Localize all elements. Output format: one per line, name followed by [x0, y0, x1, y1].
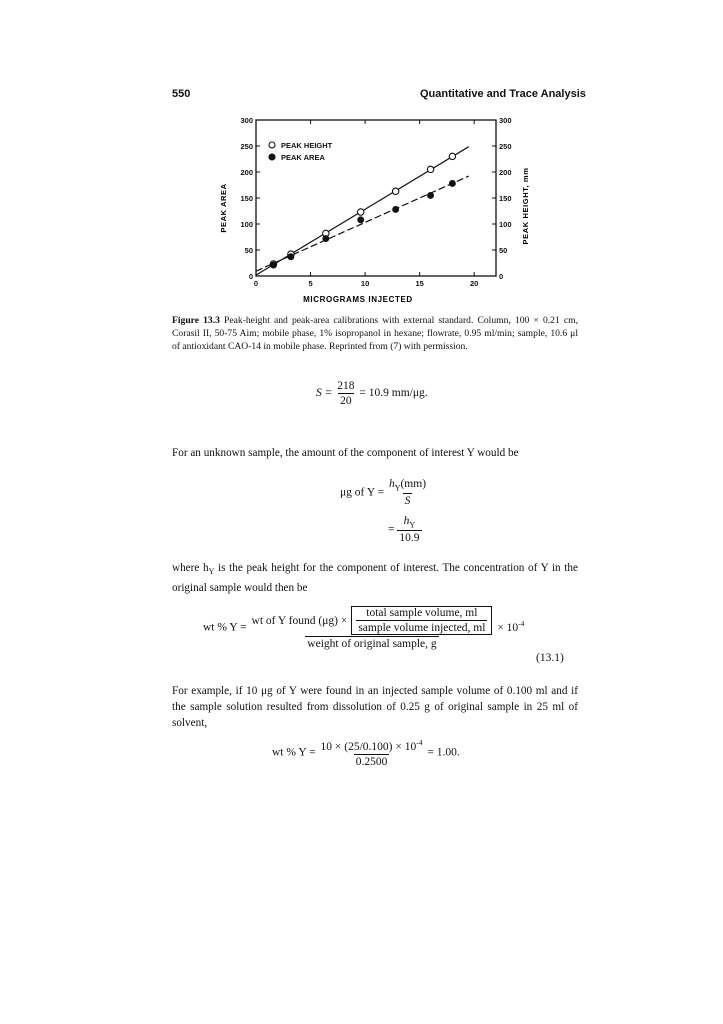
y-tick-label-left: 50	[244, 246, 253, 255]
legend-label: PEAK AREA	[281, 153, 325, 162]
x-axis-label: MICROGRAMS INJECTED	[303, 295, 413, 304]
data-point-peak-area	[393, 207, 399, 213]
paragraph-2: where $h_Y$ is the peak height for the component of interest. The concentration of Y in the original sample would then be	[172, 562, 578, 595]
equation-ug-step2	[388, 515, 422, 544]
x-tick-label: 15	[415, 279, 424, 288]
x-tick-label: 20	[470, 279, 479, 288]
y-tick-label-right: 200	[499, 168, 512, 177]
equation-ug-of-y	[340, 478, 428, 507]
eq-wt-volume-ratio: $\frac{\text{total sample volume, ml}}{\text{sample volume injected, ml}}$	[351, 606, 492, 635]
equation-sensitivity	[316, 380, 428, 407]
running-title: Quantitative and Trace Analysis	[420, 88, 586, 100]
data-point-peak-height	[392, 188, 398, 194]
legend-marker	[269, 142, 275, 148]
eq-ex-numerator: $10 \times (25/0.100) \times 10^{-4}$	[320, 738, 423, 753]
x-tick-label: 0	[253, 279, 259, 288]
page-number: 550	[172, 88, 191, 100]
eq-ug-lhs: μg of Y =	[340, 486, 385, 499]
eq-s-numerator: 218	[337, 380, 355, 392]
y-tick-label-right: 50	[499, 246, 508, 255]
equation-13-1	[203, 606, 524, 650]
y-tick-label-right: 300	[499, 116, 512, 125]
data-point-peak-area	[323, 236, 329, 242]
y-tick-label-right: 0	[499, 272, 504, 281]
y-axis-label-right: PEAK HEIGHT, mm	[521, 167, 530, 245]
figure-label: Figure 13.3	[172, 315, 220, 326]
equation-number: (13.1)	[536, 652, 564, 664]
paragraph-1: For an unknown sample, the amount of the component of interest Y would be	[172, 447, 519, 459]
data-points	[270, 153, 455, 268]
eq-s-rhs: = 10.9 mm/μg.	[359, 387, 428, 400]
calibration-chart	[210, 108, 540, 308]
y-tick-label-right: 100	[499, 220, 512, 229]
y-tick-label-left: 150	[240, 194, 253, 203]
eq-ug-fraction	[387, 478, 428, 507]
eq-s-denominator: 20	[340, 395, 352, 407]
y-tick-label-left: 300	[240, 116, 253, 125]
figure-caption	[172, 314, 578, 353]
y-tick-label-left: 100	[240, 220, 253, 229]
paragraph-3: For example, if 10 μg of Y were found in an injected sample volume of 0.100 ml and if the sample solution resulted from dissolution of 0.25 g of original sample in 25 ml of solvent,	[172, 685, 578, 729]
x-tick-label: 10	[360, 279, 370, 288]
eq-ex-rhs: = 1.00.	[427, 746, 460, 759]
eq-wt-denominator: weight of original sample, g	[307, 638, 437, 650]
data-point-peak-area	[449, 181, 455, 187]
legend	[269, 141, 333, 162]
data-point-peak-area	[288, 254, 294, 260]
eq-ug-numerator2: $h_Y$	[403, 515, 416, 530]
eq-ex-fraction	[319, 738, 425, 768]
figure-caption-text: Peak-height and peak-area calibrations with external standard. Column, 100 × 0.21 cm, Corasil II, 50-75 Aim; mobile phase, 1% isopropanol in hexane; flowrate, 0.95 ml/min; sample, 10.6 μl of antioxidant CAO-14 in mobile phase. Reprinted from (7) with permission.	[172, 315, 578, 352]
y-tick-label-left: 250	[240, 142, 253, 151]
data-point-peak-area	[358, 217, 364, 223]
legend-marker	[269, 154, 275, 160]
data-point-peak-area	[271, 262, 277, 268]
x-tick-label: 5	[308, 279, 313, 288]
y-tick-label-left: 200	[240, 168, 253, 177]
data-point-peak-area	[428, 193, 434, 199]
eq-ug-equals: =	[388, 523, 395, 536]
eq-ug-fraction2	[397, 515, 421, 544]
eq-s-fraction	[335, 380, 356, 407]
y-tick-label-right: 150	[499, 194, 512, 203]
y-tick-label-left: 0	[248, 272, 253, 281]
legend-label: PEAK HEIGHT	[281, 141, 333, 150]
eq-wt-numerator: wt of Y found (μg) × $\frac{\text{total sample volume, ml}}{\text{sample volume injected, ml}}$	[250, 606, 495, 636]
data-point-peak-height	[427, 166, 433, 172]
y-tick-label-right: 250	[499, 142, 512, 151]
equation-example	[272, 738, 460, 768]
eq-ex-lhs: wt % Y =	[272, 746, 316, 759]
data-point-peak-height	[449, 153, 455, 159]
y-axis-label-left: PEAK AREA	[219, 183, 228, 233]
data-point-peak-height	[358, 209, 364, 215]
eq-wt-lhs: wt % Y =	[203, 621, 247, 634]
eq-ug-numerator: $h_Y(mm)$	[388, 478, 427, 493]
eq-ug-denominator2: 10.9	[399, 532, 420, 545]
eq-wt-fraction	[250, 606, 495, 650]
eq-wt-factor: × $10^{-4}$	[497, 618, 525, 634]
eq-ug-denominator: S	[404, 495, 411, 508]
eq-ex-denominator: 0.2500	[355, 755, 388, 768]
eq-s-lhs: S =	[316, 387, 333, 400]
